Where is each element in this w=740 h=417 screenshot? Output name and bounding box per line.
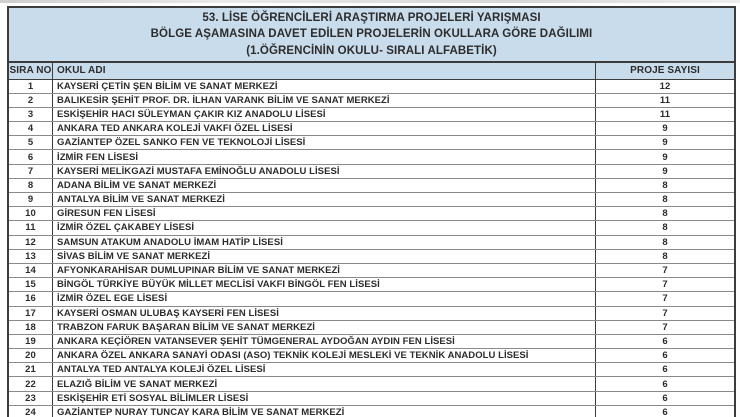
cell-okul-adi-text: GAZİANTEP NURAY TUNCAY KARA BİLİM VE SANAT MERKEZİ [57, 406, 345, 417]
cell-okul-adi-text: AFYONKARAHİSAR DUMLUPINAR BİLİM VE SANAT MERKEZİ [57, 265, 340, 277]
table-title-line-3: (1.ÖĞRENCİNİN OKULU- SIRALI ALFABETİK) [246, 44, 497, 57]
table-row [9, 349, 734, 363]
cell-sira-no-text: 2 [27, 94, 34, 106]
cell-sira-no-text: 12 [25, 236, 36, 248]
cell-okul-adi-text: SİVAS BİLİM VE SANAT MERKEZİ [57, 250, 211, 262]
cell-sira-no-text: 4 [27, 123, 34, 135]
table-row [9, 406, 734, 417]
cell-sira-no-text: 20 [25, 350, 36, 362]
cell-proje-sayisi-text: 6 [662, 406, 668, 417]
table-row [9, 136, 734, 150]
cell-proje-sayisi-text: 7 [662, 265, 668, 277]
table-row [9, 250, 734, 264]
cell-okul-adi-text: ANKARA TED ANKARA KOLEJİ VAKFI ÖZEL LİSESİ [57, 123, 293, 135]
cell-sira-no-text: 11 [25, 222, 36, 234]
cell-sira-no-text: 13 [25, 250, 36, 262]
cell-proje-sayisi [596, 377, 734, 390]
table-row [9, 377, 734, 391]
cell-sira-no-text: 18 [25, 321, 36, 333]
cell-sira-no [9, 236, 53, 249]
cell-sira-no [9, 250, 53, 263]
cell-okul-adi [53, 278, 596, 291]
cell-okul-adi [53, 363, 596, 376]
cell-proje-sayisi-text: 8 [662, 236, 668, 248]
cell-sira-no-text: 24 [25, 406, 36, 417]
table-row [9, 207, 734, 221]
table-row [9, 179, 734, 193]
cell-okul-adi [53, 221, 596, 234]
cell-sira-no [9, 321, 53, 334]
cell-okul-adi-text: GAZİANTEP ÖZEL SANKO FEN VE TEKNOLOJİ LİSESİ [57, 137, 306, 149]
cell-sira-no-text: 9 [27, 194, 34, 206]
table-row [9, 321, 734, 335]
scan-edge-artifact [0, 0, 740, 3]
cell-proje-sayisi [596, 335, 734, 348]
cell-sira-no [9, 80, 53, 93]
cell-okul-adi [53, 250, 596, 263]
cell-sira-no-text: 15 [25, 279, 36, 291]
cell-okul-adi-text: KAYSERİ OSMAN ULUBAŞ KAYSERİ FEN LİSESİ [57, 307, 279, 319]
cell-sira-no [9, 278, 53, 291]
cell-proje-sayisi [596, 349, 734, 362]
table-row [9, 292, 734, 306]
cell-sira-no [9, 221, 53, 234]
cell-okul-adi-text: GİRESUN FEN LİSESİ [57, 208, 156, 220]
table-row [9, 236, 734, 250]
cell-okul-adi [53, 335, 596, 348]
column-header-sira-no [9, 63, 53, 79]
cell-sira-no-text: 6 [27, 151, 34, 163]
table-header-row [9, 61, 734, 80]
cell-sira-no-text: 3 [27, 108, 34, 120]
cell-sira-no [9, 207, 53, 220]
cell-proje-sayisi [596, 250, 734, 263]
cell-okul-adi-text: ADANA BİLİM VE SANAT MERKEZİ [57, 179, 217, 191]
cell-sira-no [9, 392, 53, 405]
cell-proje-sayisi [596, 165, 734, 178]
table-row [9, 335, 734, 349]
cell-okul-adi [53, 377, 596, 390]
table-row [9, 108, 734, 122]
cell-sira-no [9, 406, 53, 417]
cell-sira-no [9, 377, 53, 390]
cell-sira-no [9, 108, 53, 121]
cell-okul-adi [53, 264, 596, 277]
cell-proje-sayisi-text: 6 [662, 335, 668, 347]
column-header-proje-sayisi [596, 63, 734, 79]
cell-sira-no-text: 1 [27, 80, 34, 92]
cell-sira-no [9, 136, 53, 149]
cell-proje-sayisi [596, 292, 734, 305]
cell-okul-adi-text: BALIKESİR ŞEHİT PROF. DR. İLHAN VARANK BİLİM VE SANAT MERKEZİ [57, 94, 390, 106]
cell-proje-sayisi [596, 236, 734, 249]
cell-sira-no [9, 292, 53, 305]
table-row [9, 307, 734, 321]
cell-okul-adi-text: BİNGÖL TÜRKİYE BÜYÜK MİLLET MECLİSİ VAKFI BİNGÖL FEN LİSESİ [57, 279, 380, 291]
cell-proje-sayisi [596, 321, 734, 334]
cell-okul-adi [53, 108, 596, 121]
table-title-line-2: BÖLGE AŞAMASINA DAVET EDİLEN PROJELERİN OKULLARA GÖRE DAĞILIMI [150, 28, 593, 41]
cell-okul-adi-text: ELAZIĞ BİLİM VE SANAT MERKEZİ [57, 378, 218, 390]
cell-okul-adi-text: ESKİŞEHİR HACI SÜLEYMAN ÇAKIR KIZ ANADOLU LİSESİ [57, 108, 326, 120]
cell-okul-adi [53, 236, 596, 249]
cell-proje-sayisi-text: 8 [662, 179, 668, 191]
table-row [9, 94, 734, 108]
cell-okul-adi-text: SAMSUN ATAKUM ANADOLU İMAM HATİP LİSESİ [57, 236, 283, 248]
cell-proje-sayisi [596, 179, 734, 192]
projects-table [7, 6, 736, 417]
cell-proje-sayisi [596, 363, 734, 376]
cell-okul-adi [53, 207, 596, 220]
cell-okul-adi-text: İZMİR ÖZEL ÇAKABEY LİSESİ [57, 222, 195, 234]
cell-sira-no [9, 264, 53, 277]
cell-sira-no [9, 122, 53, 135]
cell-proje-sayisi [596, 221, 734, 234]
cell-sira-no-text: 7 [27, 165, 34, 177]
cell-sira-no-text: 5 [27, 137, 34, 149]
cell-okul-adi-text: ESKİŞEHİR ETİ SOSYAL BİLİMLER LİSESİ [57, 392, 249, 404]
cell-sira-no [9, 193, 53, 206]
cell-okul-adi [53, 122, 596, 135]
table-row [9, 165, 734, 179]
cell-proje-sayisi-text: 7 [662, 321, 668, 333]
cell-sira-no [9, 307, 53, 320]
table-row [9, 122, 734, 136]
cell-proje-sayisi [596, 94, 734, 107]
cell-okul-adi [53, 321, 596, 334]
cell-proje-sayisi-text: 7 [662, 307, 668, 319]
cell-sira-no [9, 179, 53, 192]
column-header-okul-adi-label: OKUL ADI [57, 65, 106, 77]
table-title-line-1: 53. LİSE ÖĞRENCİLERİ ARAŞTIRMA PROJELERİ YARIŞMASI [202, 11, 541, 24]
cell-proje-sayisi-text: 9 [662, 151, 668, 163]
cell-okul-adi-text: İZMİR ÖZEL EGE LİSESİ [57, 293, 168, 305]
cell-okul-adi-text: ANKARA KEÇİÖREN VATANSEVER ŞEHİT TÜMGENERAL AYDOĞAN AYDIN FEN LİSESİ [57, 335, 455, 347]
cell-okul-adi [53, 392, 596, 405]
cell-proje-sayisi [596, 392, 734, 405]
table-row [9, 264, 734, 278]
cell-proje-sayisi-text: 7 [662, 293, 668, 305]
cell-proje-sayisi-text: 12 [659, 80, 671, 92]
cell-sira-no [9, 150, 53, 163]
column-header-proje-sayisi-label: PROJE SAYISI [630, 65, 700, 77]
cell-okul-adi [53, 94, 596, 107]
cell-proje-sayisi-text: 6 [662, 392, 668, 404]
cell-sira-no-text: 17 [25, 307, 36, 319]
cell-proje-sayisi-text: 6 [662, 350, 668, 362]
table-body [9, 80, 734, 417]
cell-proje-sayisi-text: 8 [662, 222, 668, 234]
cell-sira-no-text: 8 [27, 179, 34, 191]
cell-okul-adi-text: ANTALYA TED ANTALYA KOLEJİ ÖZEL LİSESİ [57, 364, 266, 376]
table-row [9, 221, 734, 235]
cell-okul-adi [53, 136, 596, 149]
cell-sira-no [9, 94, 53, 107]
cell-proje-sayisi-text: 8 [662, 250, 668, 262]
cell-sira-no-text: 14 [25, 265, 36, 277]
cell-sira-no-text: 16 [25, 293, 36, 305]
cell-sira-no-text: 19 [25, 335, 36, 347]
cell-sira-no-text: 23 [25, 392, 36, 404]
cell-proje-sayisi [596, 207, 734, 220]
table-row [9, 80, 734, 94]
cell-proje-sayisi [596, 193, 734, 206]
cell-sira-no [9, 335, 53, 348]
cell-sira-no [9, 363, 53, 376]
cell-proje-sayisi [596, 150, 734, 163]
cell-okul-adi-text: KAYSERİ ÇETİN ŞEN BİLİM VE SANAT MERKEZİ [57, 80, 278, 92]
cell-okul-adi-text: ANKARA ÖZEL ANKARA SANAYİ ODASI (ASO) TEKNİK KOLEJİ MESLEKİ VE TEKNİK ANADOLU LİSESİ [57, 350, 529, 362]
cell-okul-adi [53, 193, 596, 206]
cell-okul-adi [53, 150, 596, 163]
cell-proje-sayisi-text: 9 [662, 165, 668, 177]
cell-proje-sayisi-text: 9 [662, 137, 668, 149]
table-title-block [9, 8, 734, 61]
cell-okul-adi [53, 179, 596, 192]
cell-proje-sayisi-text: 11 [659, 94, 671, 106]
cell-proje-sayisi-text: 7 [662, 279, 668, 291]
cell-okul-adi [53, 406, 596, 417]
cell-proje-sayisi [596, 136, 734, 149]
table-row [9, 150, 734, 164]
cell-okul-adi [53, 307, 596, 320]
cell-proje-sayisi-text: 9 [662, 123, 668, 135]
cell-proje-sayisi-text: 8 [662, 208, 668, 220]
cell-okul-adi [53, 292, 596, 305]
cell-proje-sayisi-text: 8 [662, 194, 668, 206]
cell-proje-sayisi [596, 278, 734, 291]
cell-sira-no-text: 10 [25, 208, 36, 220]
cell-okul-adi [53, 80, 596, 93]
cell-okul-adi-text: KAYSERİ MELİKGAZİ MUSTAFA EMİNOĞLU ANADOLU LİSESİ [57, 165, 340, 177]
table-row [9, 193, 734, 207]
cell-okul-adi [53, 165, 596, 178]
cell-sira-no [9, 349, 53, 362]
cell-okul-adi-text: ANTALYA BİLİM VE SANAT MERKEZİ [57, 194, 225, 206]
cell-okul-adi [53, 349, 596, 362]
cell-proje-sayisi [596, 307, 734, 320]
column-header-okul-adi [53, 63, 596, 79]
table-row [9, 392, 734, 406]
cell-sira-no-text: 22 [25, 378, 36, 390]
cell-proje-sayisi [596, 406, 734, 417]
table-row [9, 363, 734, 377]
cell-proje-sayisi-text: 11 [659, 108, 671, 120]
column-header-sira-no-label: SIRA NO [9, 65, 52, 77]
cell-proje-sayisi [596, 108, 734, 121]
cell-sira-no [9, 165, 53, 178]
cell-okul-adi-text: TRABZON FARUK BAŞARAN BİLİM VE SANAT MERKEZİ [57, 321, 315, 333]
table-row [9, 278, 734, 292]
cell-proje-sayisi [596, 264, 734, 277]
cell-sira-no-text: 21 [25, 364, 36, 376]
cell-proje-sayisi-text: 6 [662, 364, 668, 376]
cell-proje-sayisi [596, 80, 734, 93]
cell-okul-adi-text: İZMİR FEN LİSESİ [57, 151, 139, 163]
cell-proje-sayisi [596, 122, 734, 135]
cell-proje-sayisi-text: 6 [662, 378, 668, 390]
